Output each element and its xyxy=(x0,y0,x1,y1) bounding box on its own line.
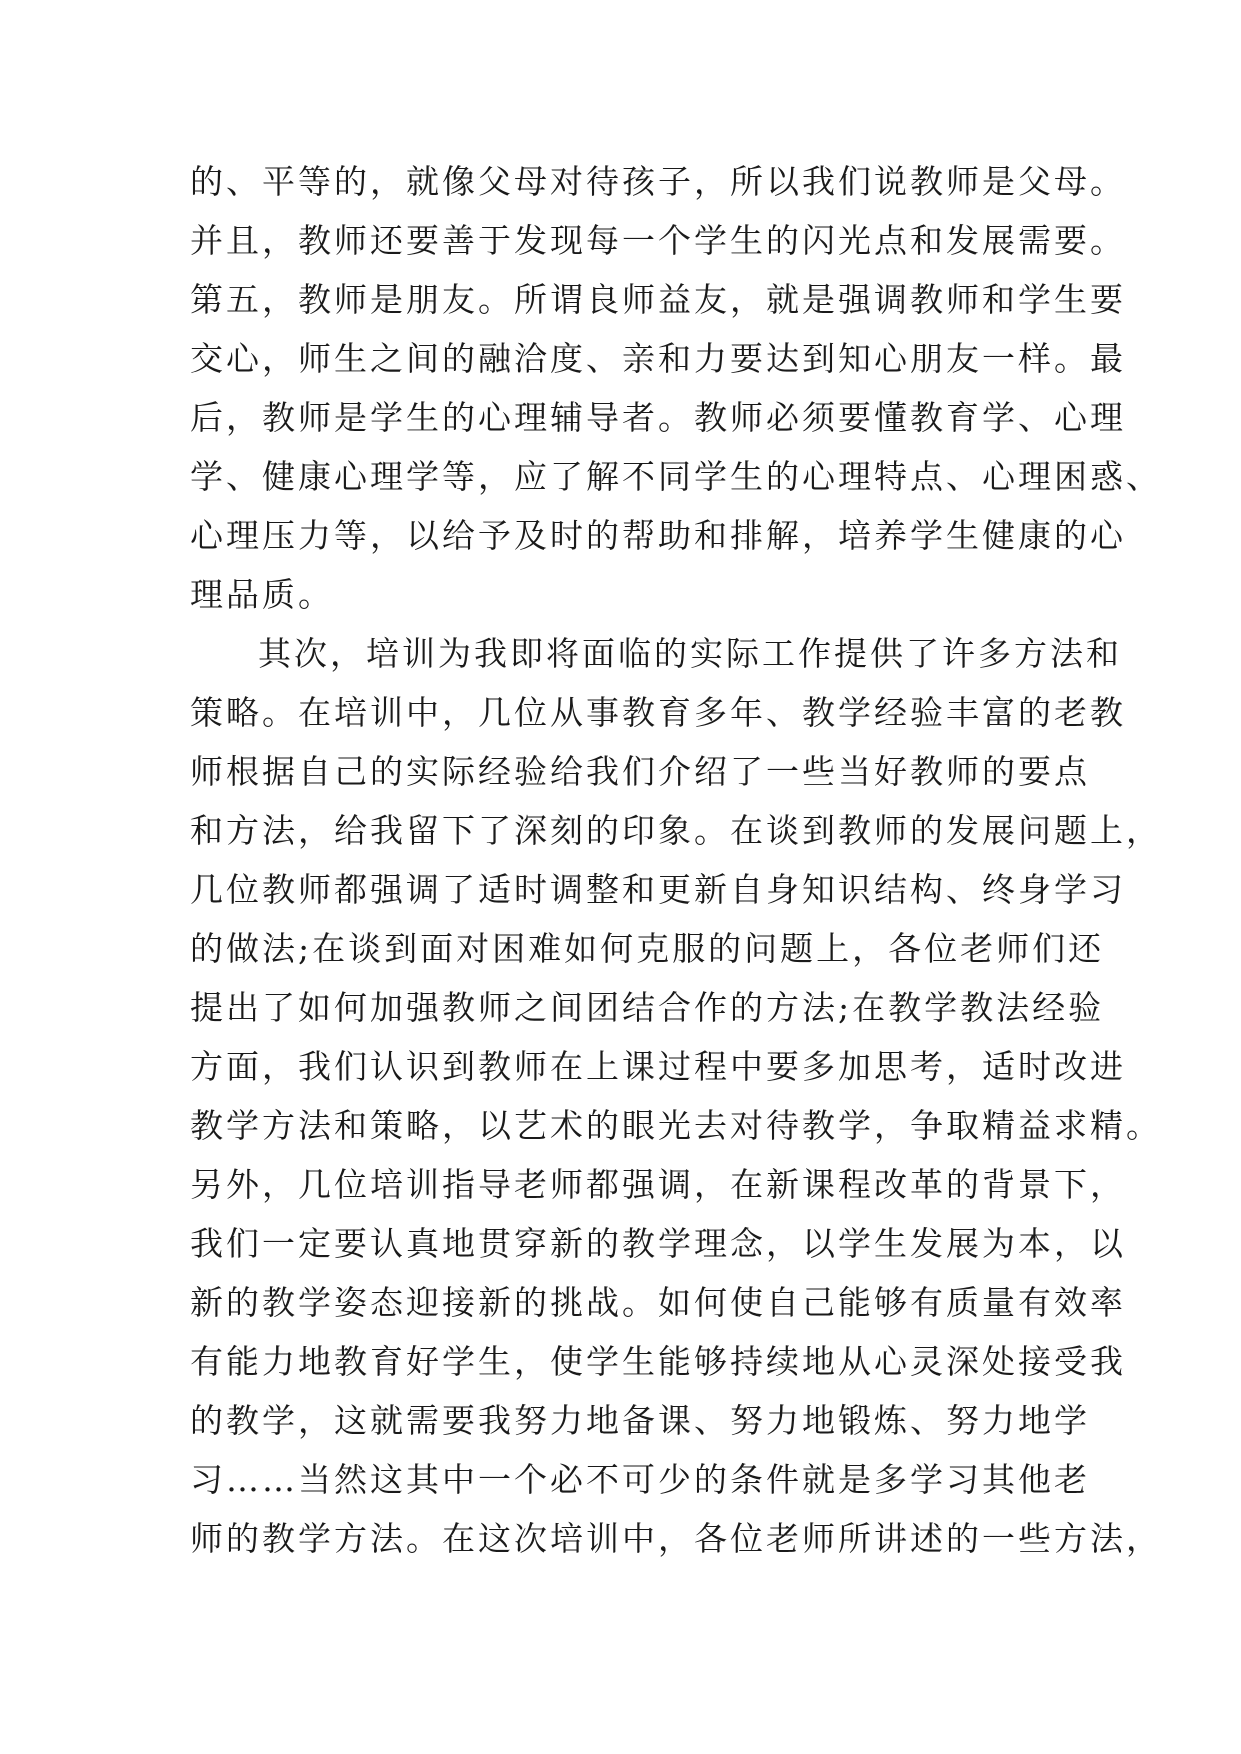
text-line: 我们一定要认真地贯穿新的教学理念，以学生发展为本，以 xyxy=(190,1224,1126,1263)
text-line: 有能力地教育好学生，使学生能够持续地从心灵深处接受我 xyxy=(190,1342,1126,1381)
text-line: 心理压力等，以给予及时的帮助和排解，培养学生健康的心 xyxy=(190,516,1126,555)
text-line: 师的教学方法。在这次培训中，各位老师所讲述的一些方法， xyxy=(190,1519,1162,1558)
text-line: 新的教学姿态迎接新的挑战。如何使自己能够有质量有效率 xyxy=(190,1283,1126,1322)
text-line: 教学方法和策略，以艺术的眼光去对待教学，争取精益求精。 xyxy=(190,1106,1162,1145)
text-line: 和方法，给我留下了深刻的印象。在谈到教师的发展问题上， xyxy=(190,811,1162,850)
text-line: 后，教师是学生的心理辅导者。教师必须要懂教育学、心理 xyxy=(190,398,1126,437)
text-line: 的做法;在谈到面对困难如何克服的问题上，各位老师们还 xyxy=(190,929,1105,968)
text-line: 理品质。 xyxy=(190,575,334,614)
text-line: 提出了如何加强教师之间团结合作的方法;在教学教法经验 xyxy=(190,988,1105,1027)
text-line: 学、健康心理学等，应了解不同学生的心理特点、心理困惑、 xyxy=(190,457,1162,496)
text-line: 策略。在培训中，几位从事教育多年、教学经验丰富的老教 xyxy=(190,693,1126,732)
text-line: 习……当然这其中一个必不可少的条件就是多学习其他老 xyxy=(190,1460,1090,1499)
text-line: 的、平等的，就像父母对待孩子，所以我们说教师是父母。 xyxy=(190,162,1126,201)
paragraph-start-line: 其次，培训为我即将面临的实际工作提供了许多方法和 xyxy=(258,634,1122,673)
text-line: 师根据自己的实际经验给我们介绍了一些当好教师的要点 xyxy=(190,752,1090,791)
text-line: 第五，教师是朋友。所谓良师益友，就是强调教师和学生要 xyxy=(190,280,1126,319)
body-text xyxy=(190,152,1162,1568)
text-line: 交心，师生之间的融洽度、亲和力要达到知心朋友一样。最 xyxy=(190,339,1126,378)
text-line: 几位教师都强调了适时调整和更新自身知识结构、终身学习 xyxy=(190,870,1126,909)
text-line: 另外，几位培训指导老师都强调，在新课程改革的背景下， xyxy=(190,1165,1126,1204)
text-line: 并且，教师还要善于发现每一个学生的闪光点和发展需要。 xyxy=(190,221,1126,260)
text-line: 方面，我们认识到教师在上课过程中要多加思考，适时改进 xyxy=(190,1047,1126,1086)
text-line: 的教学，这就需要我努力地备课、努力地锻炼、努力地学 xyxy=(190,1401,1090,1440)
